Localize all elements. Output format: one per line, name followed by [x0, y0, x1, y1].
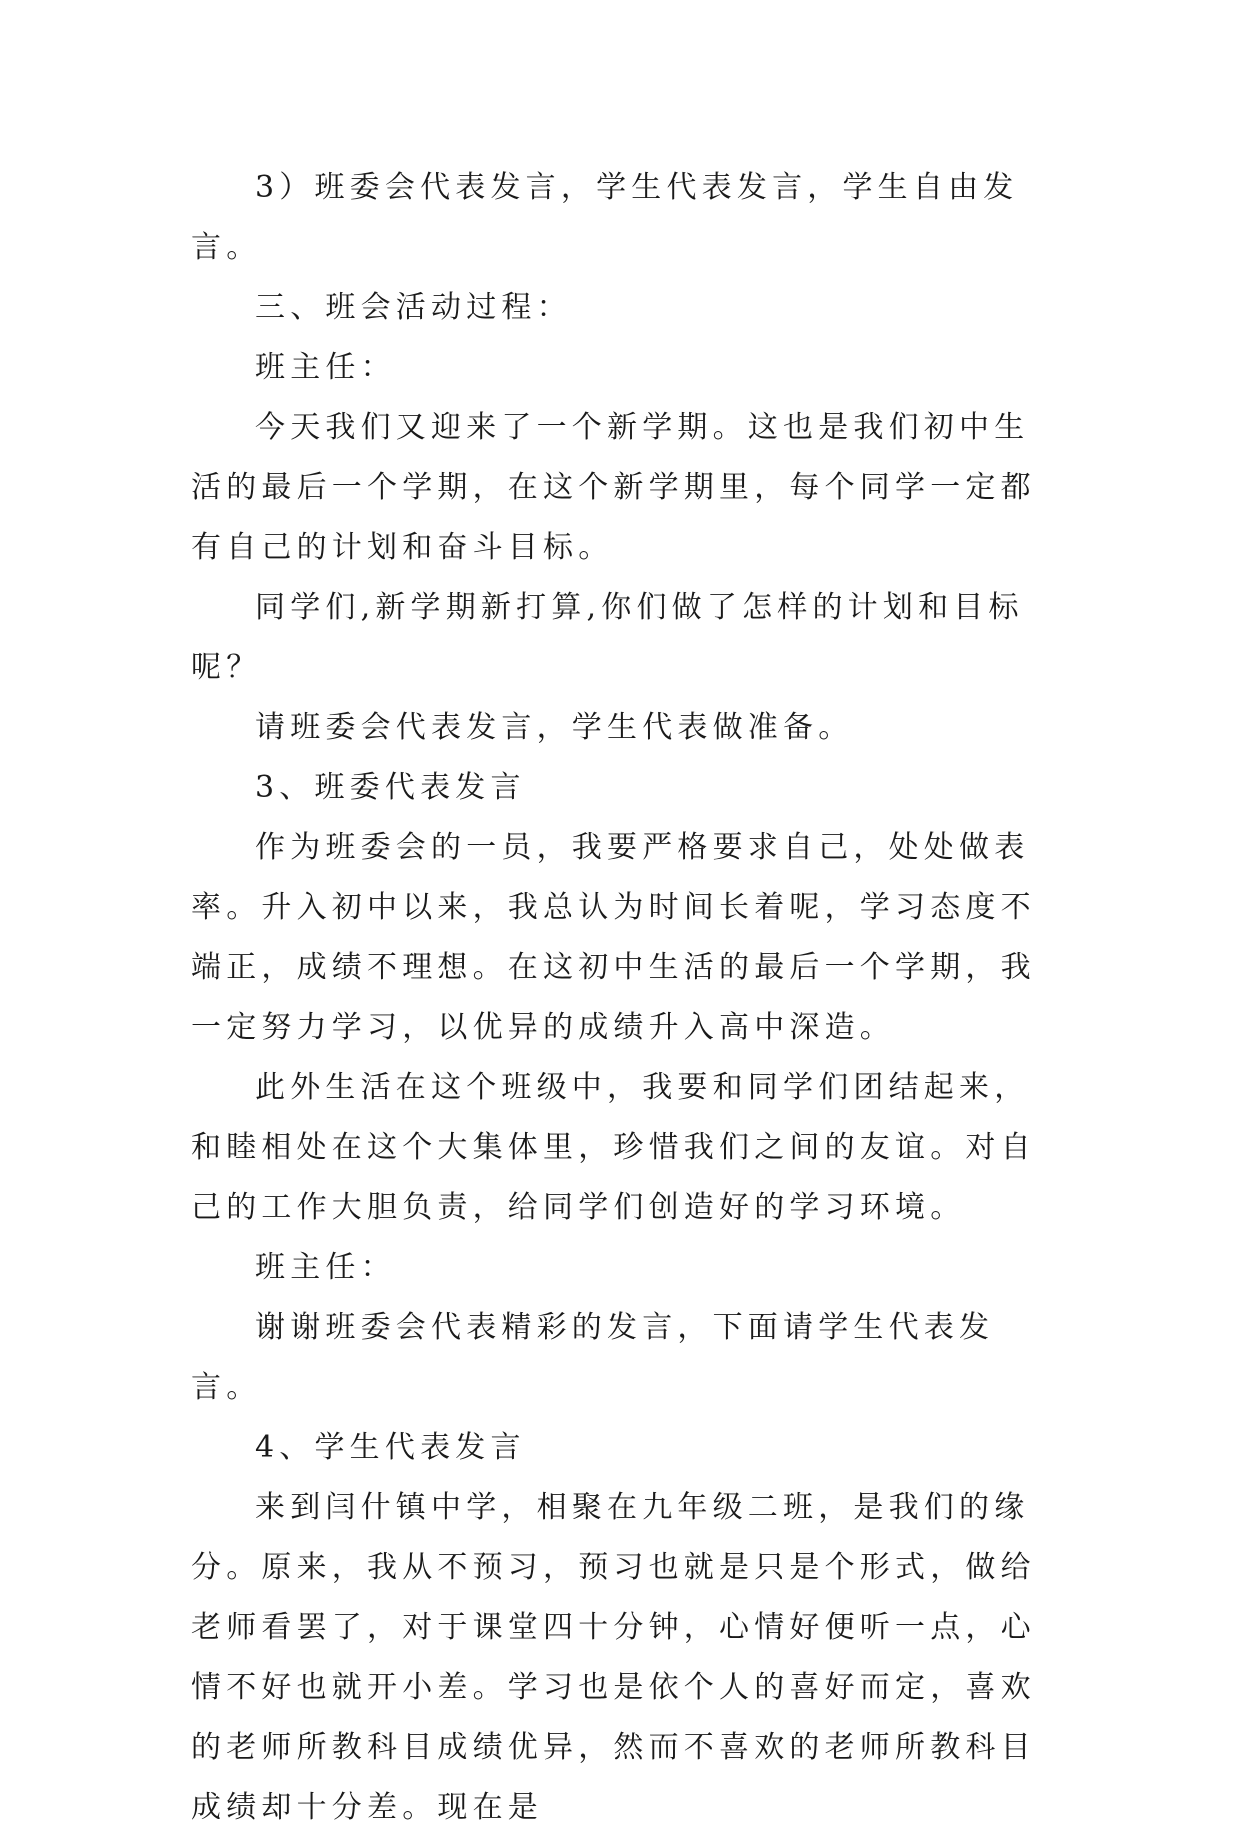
paragraph-teacher-invite: 请班委会代表发言，学生代表做准备。: [255, 710, 854, 745]
paragraph-committee-speech-1: 作为班委会的一员，我要严格要求自己，处处做表率。升入初中以来，我总认为时间长着呢，学习态度不端正，成绩不理想。在这初中生活的最后一个学期，我一定努力学习，以优异的成绩升入高中深造。: [191, 830, 1036, 1045]
document-body: [191, 158, 1053, 1838]
subheading-student-speech: 4、学生代表发言: [255, 1430, 526, 1465]
subheading-committee-speech: 3、班委代表发言: [255, 770, 526, 805]
paragraph-teacher-intro: 今天我们又迎来了一个新学期。这也是我们初中生活的最后一个学期，在这个新学期里，每个同学一定都有自己的计划和奋斗目标。: [191, 410, 1036, 565]
paragraph-teacher-thanks: 谢谢班委会代表精彩的发言，下面请学生代表发言。: [191, 1310, 995, 1405]
speaker-label-teacher-2: 班主任：: [255, 1250, 396, 1285]
paragraph-speech-order: 3）班委会代表发言，学生代表发言，学生自由发言。: [191, 170, 1019, 265]
section-heading-process: 三、班会活动过程：: [255, 290, 572, 325]
speaker-label-teacher: 班主任：: [255, 350, 396, 385]
paragraph-student-speech: 来到闫什镇中学，相聚在九年级二班，是我们的缘分。原来，我从不预习，预习也就是只是个形式，做给老师看罢了，对于课堂四十分钟，心情好便听一点，心情不好也就开小差。学习也是依个人的喜好而定，喜欢的老师所教科目成绩优异，然而不喜欢的老师所教科目成绩却十分差。现在是: [191, 1490, 1036, 1825]
paragraph-teacher-question: 同学们,新学期新打算,你们做了怎样的计划和目标呢？: [191, 590, 1024, 685]
paragraph-committee-speech-2: 此外生活在这个班级中，我要和同学们团结起来，和睦相处在这个大集体里，珍惜我们之间的友谊。对自己的工作大胆负责，给同学们创造好的学习环境。: [191, 1070, 1036, 1225]
